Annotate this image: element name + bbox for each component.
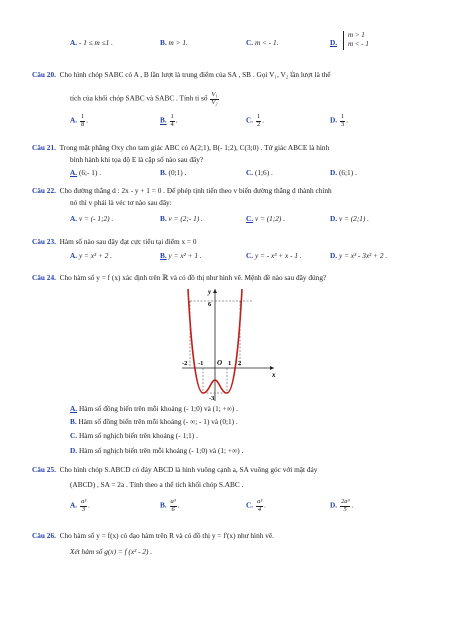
q19-option-d: D.	[330, 38, 338, 47]
q19-option-b: B. m > 1.	[160, 38, 188, 47]
q25-line2: (ABCD) , SA = 2a . Tính theo a thể tích khối chóp S.ABC .	[70, 480, 244, 489]
q20-line1: Câu 20. Cho hình chóp SABC có A , B lần lượt là trung điểm của SA , SB . Gọi V₁, V₂ lần lượt là thể	[32, 70, 331, 79]
q21-option-d: D. (6;1) .	[330, 168, 357, 177]
q19-option-d-system: m > 1 m < - 1	[343, 31, 369, 50]
q20-option-d: D. $\frac{1}{3}$ .	[330, 113, 349, 128]
q19-option-a: A. - 1 ≤ m ≤1 .	[70, 38, 113, 47]
q21-line2: bình hành khi tọa độ E là cặp số nào sau đây?	[70, 155, 204, 164]
graph-tick-6: 6	[208, 301, 212, 308]
q25-option-a: A. $\frac{\text{a³}}{3}$ .	[70, 498, 90, 513]
q25-option-b: B. $\frac{\text{a³}}{6}$ .	[160, 498, 180, 513]
q24-line1: Câu 24. Cho hàm số y = f (x) xác định trên ℝ và có đồ thị như hình vẽ. Mệnh đề nào sau đây đúng?	[32, 273, 327, 282]
x-axis-arrow	[270, 366, 274, 370]
q25-option-c: C. $\frac{\text{a³}}{4}$ .	[246, 498, 266, 513]
q22-line2: nó thì v phải là véc tơ nào sau đây:	[70, 198, 172, 207]
q24-option-d: D. Hàm số nghịch biến trên mỗi khoảng (- 1;0) và (1; +∞) .	[70, 446, 244, 455]
q24-option-c: C. Hàm số nghịch biến trên khoảng (- 1;1) .	[70, 431, 198, 440]
q21-option-a: A. (6;- 1) .	[70, 168, 102, 177]
q21-option-c: C. (1;6) .	[246, 168, 273, 177]
q20-ratio: $\frac{\text{V₁}}{\text{V₂}}$	[211, 91, 218, 106]
q23-option-b: B. y = x² + 1 .	[160, 251, 202, 260]
q25-option-d: D. $\frac{\text{2a³}}{5}$ .	[330, 498, 354, 513]
q20-option-c: C. $\frac{1}{2}$ .	[246, 113, 265, 128]
graph-tick-2: 2	[238, 360, 242, 367]
q21-line1: Câu 21. Trong mặt phẳng Oxy cho tam giác ABC có A(2;1), B(- 1;2), C(3;0) . Tứ giác ABCE là hình	[32, 143, 330, 152]
q23-option-c: C. y = - x³ + x - 1 .	[246, 251, 302, 260]
q23-line1: Câu 23. Hàm số nào sau đây đạt cực tiểu tại điểm x = 0	[32, 237, 197, 246]
q24-option-a: A. Hàm số đồng biến trên mỗi khoảng (- 1;0) và (1; +∞) .	[70, 404, 239, 413]
y-axis-arrow	[213, 289, 217, 293]
graph-tick-1: 1	[228, 360, 232, 367]
q24-option-b: B. Hàm số đồng biến trên mỗi khoảng (- ∞; - 1) và (0;1) .	[70, 417, 238, 426]
graph-y-label: y	[208, 288, 212, 296]
q20-option-b: B. $\frac{1}{4}$ .	[160, 113, 178, 128]
graph-origin: O	[217, 359, 223, 367]
q20-line2: tích của khối chóp SABC và SABC . Tính tỉ số $\frac{\text{V₁}}{\text{V₂}}$	[70, 91, 218, 106]
q24-function-graph	[178, 285, 278, 403]
q21-option-b: B. (0;1) .	[160, 168, 187, 177]
q23-option-d: D. y = x³ - 3x² + 2 .	[330, 251, 388, 260]
q26-line2: Xét hàm số g(x) = f (x² - 2) .	[70, 547, 153, 556]
q26-line1: Câu 26. Cho hàm số y = f(x) có đạo hàm trên R và có đồ thị y = f'(x) như hình vẽ.	[32, 531, 274, 540]
q20-option-a: A. $\frac{1}{8}$ .	[70, 113, 89, 128]
graph-tick-m1: -1	[198, 360, 204, 367]
q22-line1: Câu 22. Cho đường thẳng d : 2x - y + 1 = 0 . Để phép tịnh tiến theo v biến đường thẳng d thành chính	[32, 186, 332, 195]
graph-tick-m3: -3	[209, 395, 215, 402]
q23-option-a: A. y = x³ + 2 .	[70, 251, 113, 260]
q22-option-b: B. v = (2;- 1) .	[160, 214, 203, 223]
q22-option-a: A. v = (- 1;2) .	[70, 214, 114, 223]
graph-x-label: x	[272, 371, 276, 379]
q22-option-d: D. v = (2;1) .	[330, 214, 369, 223]
graph-tick-m2: -2	[182, 360, 188, 367]
q25-line1: Câu 25. Cho hình chóp S.ABCD có đáy ABCD là hình vuông cạnh a, SA vuông góc với mặt đáy	[32, 465, 318, 474]
q19-option-c: C. m < - 1.	[246, 38, 279, 47]
q22-option-c: C. v = (1;2) .	[246, 214, 285, 223]
